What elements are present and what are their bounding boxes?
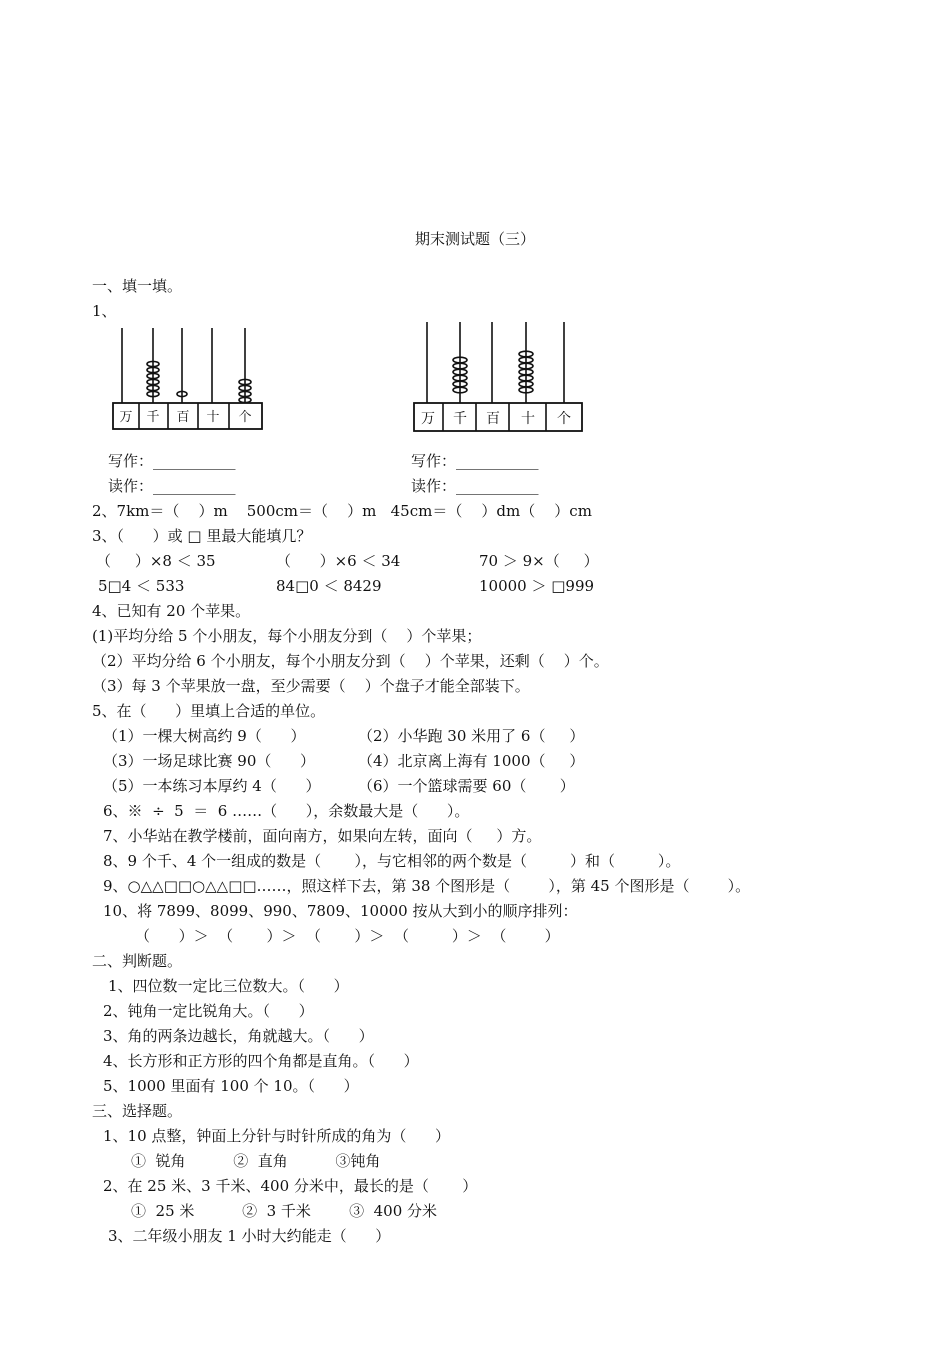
q3-item: 70 ＞ 9×（ ）	[479, 552, 599, 570]
choice-options-1: ① 锐角 ② 直角 ③钝角	[131, 1152, 381, 1170]
q3-item: （ ）×8 ＜ 35	[96, 552, 216, 570]
judge-item: 4、长方形和正方形的四个角都是直角。（ ）	[103, 1052, 419, 1070]
abacus-right	[412, 318, 587, 434]
abacus-left-place-wan: 万	[119, 410, 133, 425]
question-5: 5、在（ ）里填上合适的单位。	[92, 702, 326, 720]
question-10-blanks: （ ）＞ （ ）＞ （ ）＞ （ ）＞ （ ）	[135, 927, 560, 945]
abacus-right-place-bai: 百	[486, 411, 500, 427]
question-1-label: 1、	[92, 302, 117, 320]
judge-item: 5、1000 里面有 100 个 10。（ ）	[103, 1077, 359, 1095]
page-title: 期末测试题（三）	[414, 230, 535, 248]
section1-heading: 一、填一填。	[92, 277, 183, 295]
q5-item: （2）小华跑 30 米用了 6（ ）	[358, 727, 585, 745]
question-9: 9、○△△□□○△△□□……，照这样下去，第 38 个图形是（ ），第 45 个图形是（ ）。	[103, 877, 751, 895]
write-field-right[interactable]: 写作：___________	[411, 452, 539, 470]
question-8: 8、9 个千、4 个一组成的数是（ ），与它相邻的两个数是（ ）和（ ）。	[103, 852, 681, 870]
judge-item: 1、四位数一定比三位数大。（ ）	[108, 977, 349, 995]
question-4-2: （2）平均分给 6 个小朋友，每个小朋友分到（ ）个苹果，还剩（ ）个。	[92, 652, 609, 670]
question-10: 10、将 7899、8099、990、7809、10000 按从大到小的顺序排列：	[103, 902, 578, 920]
abacus-right-place-wan: 万	[421, 411, 435, 427]
section2-heading: 二、判断题。	[92, 952, 183, 970]
q5-item: （6）一个篮球需要 60（ ）	[358, 777, 575, 795]
question-4: 4、已知有 20 个苹果。	[92, 602, 251, 620]
q5-item: （3）一场足球比赛 90（ ）	[103, 752, 316, 770]
abacus-left	[112, 322, 266, 432]
abacus-left-place-shi: 十	[206, 410, 220, 425]
read-field-right[interactable]: 读作：___________	[411, 477, 539, 495]
question-3: 3、（ ）或 □ 里最大能填几？	[92, 527, 312, 545]
q5-item: （4）北京离上海有 1000（ ）	[358, 752, 585, 770]
write-field-left[interactable]: 写作：___________	[108, 452, 236, 470]
q5-item: （5）一本练习本厚约 4（ ）	[103, 777, 321, 795]
abacus-right-place-ge: 个	[557, 411, 571, 427]
abacus-right-place-shi: 十	[521, 411, 535, 427]
abacus-left-place-qian: 千	[146, 410, 160, 425]
judge-item: 2、钝角一定比锐角大。（ ）	[103, 1002, 314, 1020]
question-6: 6、※ ÷ 5 ＝ 6 ……（ ），余数最大是（ ）。	[103, 802, 470, 820]
section3-heading: 三、选择题。	[92, 1102, 183, 1120]
abacus-left-place-bai: 百	[176, 410, 190, 425]
abacus-right-place-qian: 千	[453, 411, 467, 427]
choice-options-2: ① 25 米 ② 3 千米 ③ 400 分米	[131, 1202, 437, 1220]
read-field-left[interactable]: 读作：___________	[108, 477, 236, 495]
q3-item: 5□4 ＜ 533	[98, 577, 185, 595]
q3-item: 84□0 ＜ 8429	[276, 577, 382, 595]
choice-question-2: 2、在 25 米、3 千米、400 分米中，最长的是（ ）	[103, 1177, 478, 1195]
q5-item: （1）一棵大树高约 9（ ）	[103, 727, 306, 745]
question-7: 7、小华站在教学楼前，面向南方，如果向左转，面向（ ）方。	[103, 827, 542, 845]
q3-item: （ ）×6 ＜ 34	[276, 552, 401, 570]
choice-question-1: 1、10 点整，钟面上分针与时针所成的角为（ ）	[103, 1127, 451, 1145]
judge-item: 3、角的两条边越长，角就越大。（ ）	[103, 1027, 374, 1045]
question-4-1: (1)平均分给 5 个小朋友，每个小朋友分到（ ）个苹果；	[92, 627, 482, 645]
abacus-left-place-ge: 个	[238, 410, 252, 425]
question-2: 2、7km＝（ ）m 500cm＝（ ）m 45cm＝（ ）dm（ ）cm	[92, 502, 592, 520]
question-4-3: （3）每 3 个苹果放一盘，至少需要（ ）个盘子才能全部装下。	[92, 677, 530, 695]
choice-question-3: 3、二年级小朋友 1 小时大约能走（ ）	[108, 1227, 391, 1245]
q3-item: 10000 ＞ □999	[479, 577, 595, 595]
